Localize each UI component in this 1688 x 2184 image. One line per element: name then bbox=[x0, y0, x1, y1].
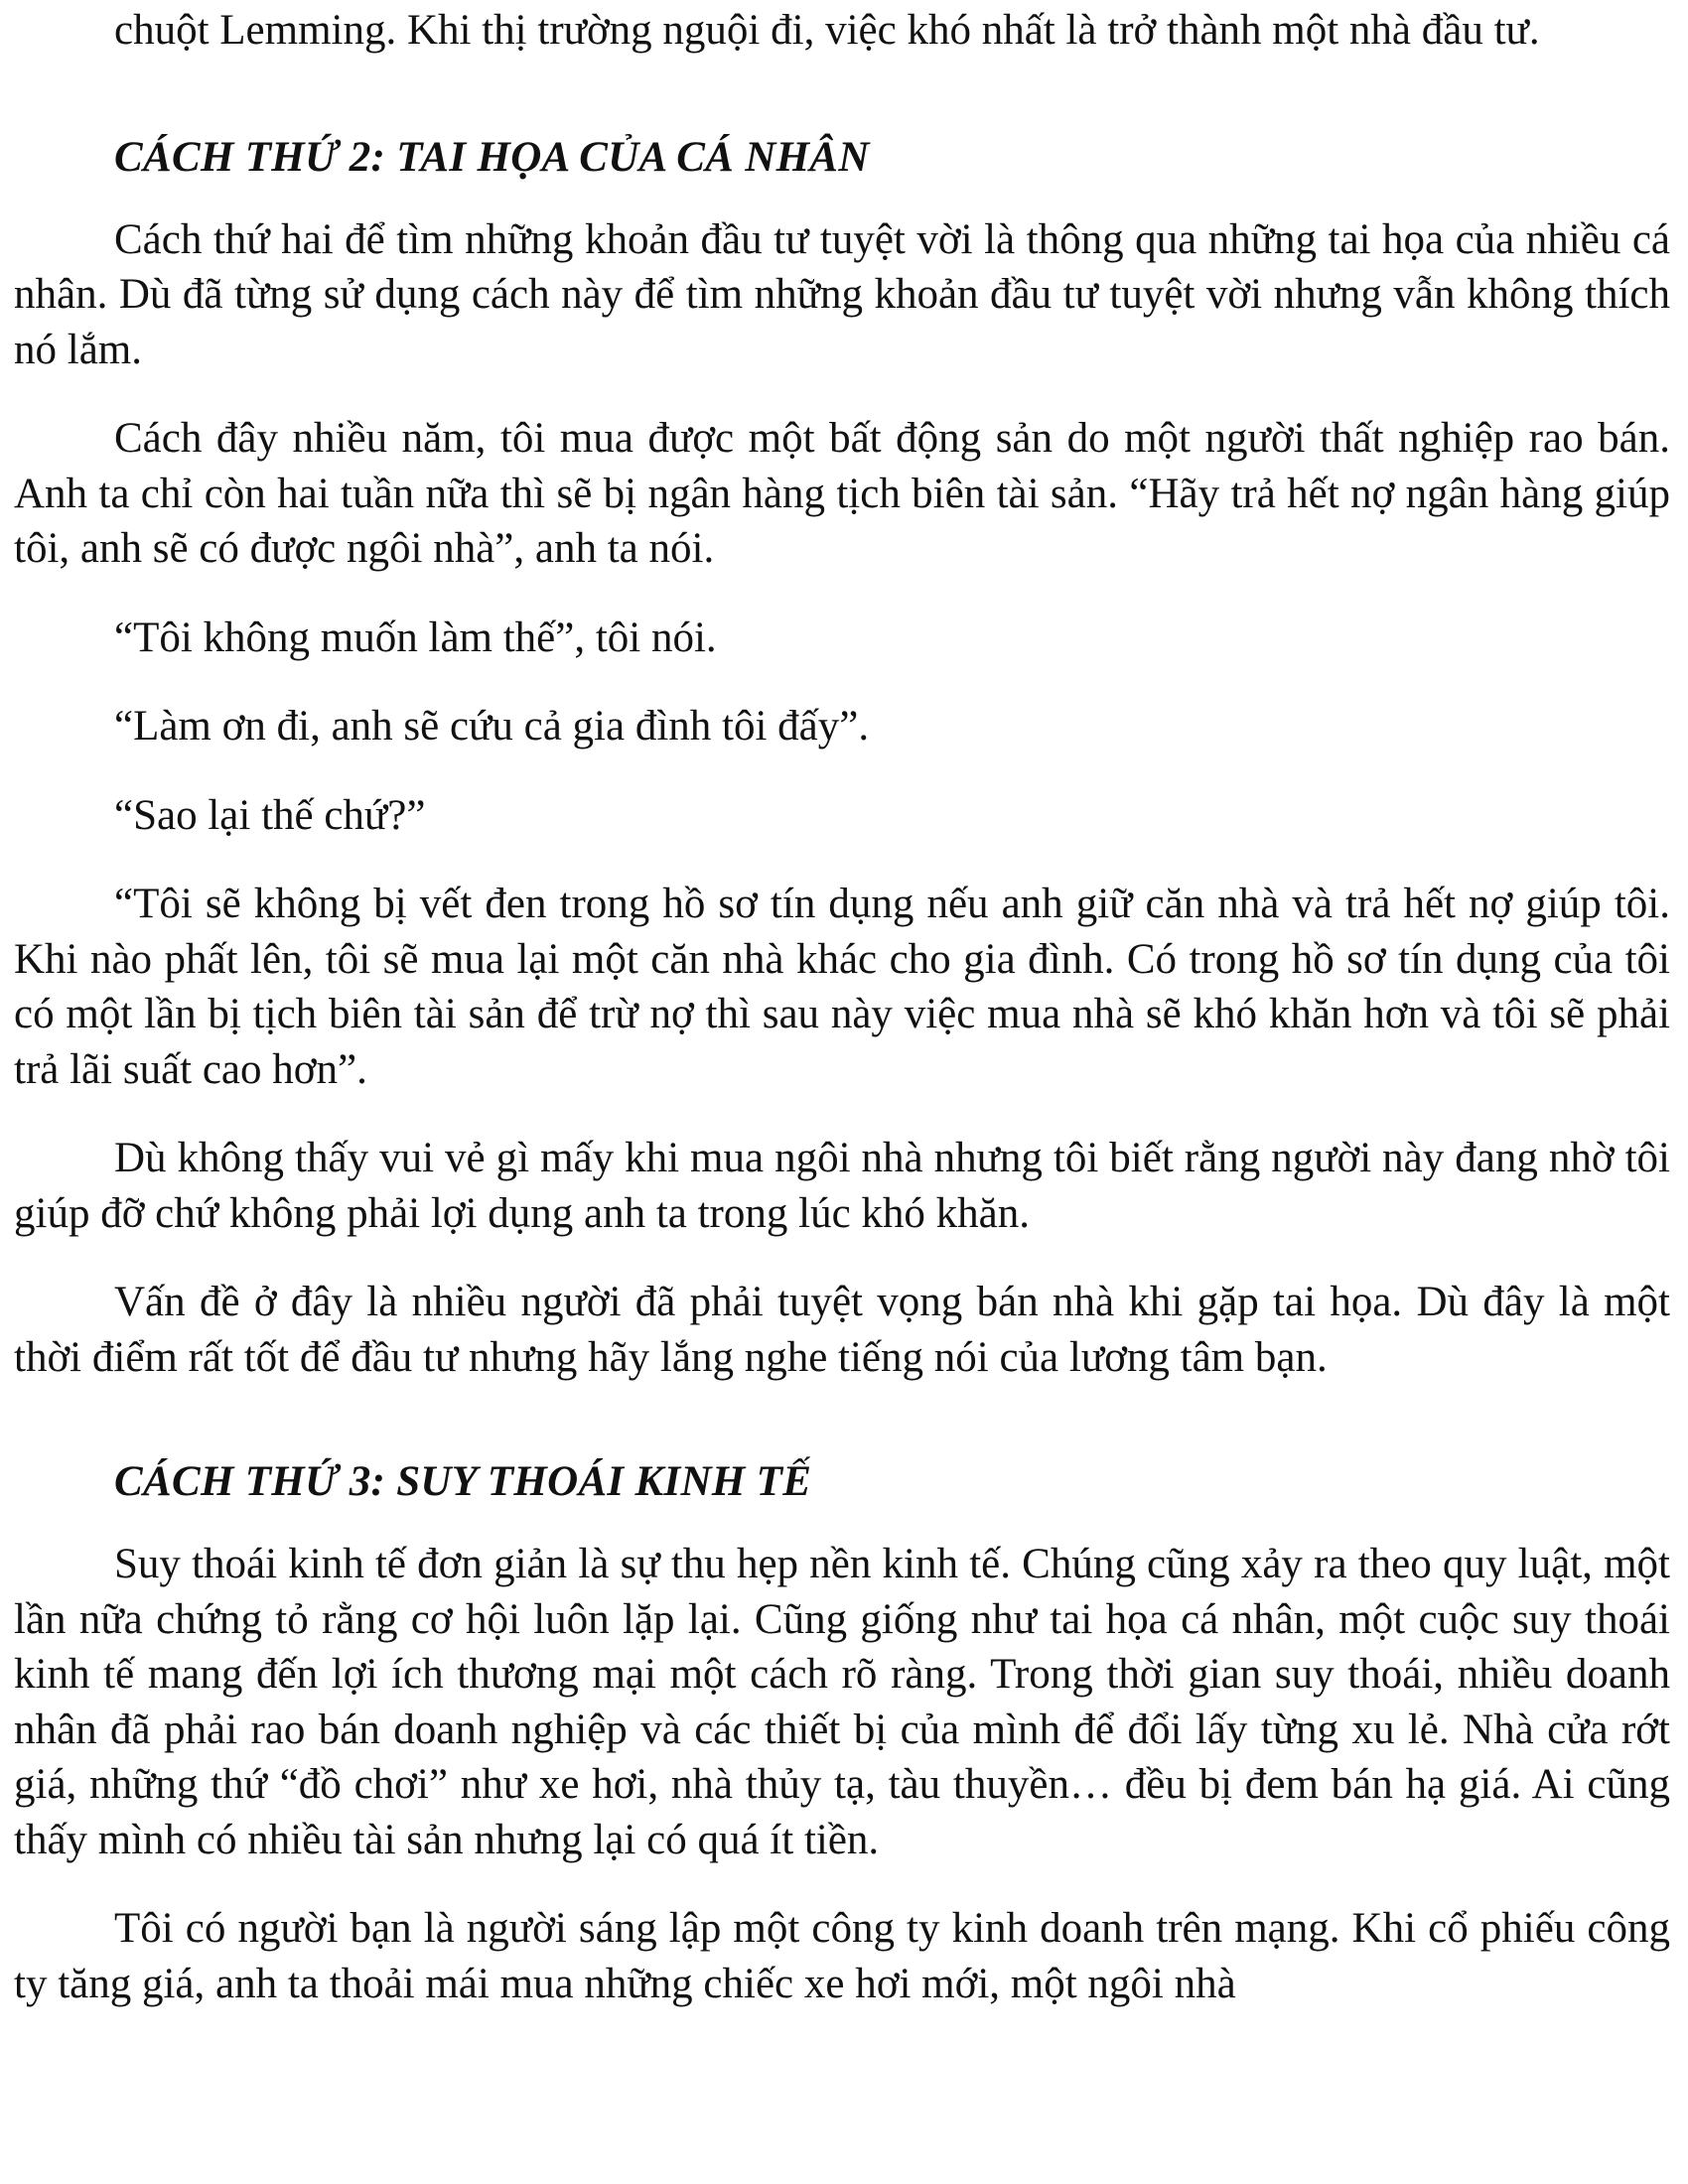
document-page bbox=[14, 0, 1670, 2184]
section-2-paragraph: Dù không thấy vui vẻ gì mấy khi mua ngôi nhà nhưng tôi biết rằng người này đang nhờ tôi giúp đỡ chứ không phải lợi dụng anh ta trong lúc khó khăn. bbox=[14, 1135, 1670, 1237]
section-2-paragraph: Vấn đề ở đây là nhiều người đã phải tuyệt vọng bán nhà khi gặp tai họa. Dù đây là một thời điểm rất tốt để đầu tư nhưng hãy lắng nghe tiếng nói của lương tâm bạn. bbox=[14, 1279, 1670, 1381]
opening-fragment: chuột Lemming. Khi thị trường nguội đi, việc khó nhất là trở thành một nhà đầu tư. bbox=[114, 7, 1540, 54]
section-3-paragraph: Suy thoái kinh tế đơn giản là sự thu hẹp nền kinh tế. Chúng cũng xảy ra theo quy luật, một lần nữa chứng tỏ rằng cơ hội luôn lặp lại. Cũng giống như tai họa cá nhân, một cuộc suy thoái kinh tế mang đến lợi ích thương mại một cách rõ ràng. Trong thời gian suy thoái, nhiều doanh nhân đã phải rao bán doanh nghiệp và các thiết bị của mình để đổi lấy từng xu lẻ. Nhà cửa rớt giá, những thứ “đồ chơi” như xe hơi, nhà thủy tạ, tàu thuyền… đều bị đem bán hạ giá. Ai cũng thấy mình có nhiều tài sản nhưng lại có quá ít tiền. bbox=[14, 1541, 1670, 1863]
section-3-paragraph: Tôi có người bạn là người sáng lập một công ty kinh doanh trên mạng. Khi cổ phiếu công ty tăng giá, anh ta thoải mái mua những chiếc xe hơi mới, một ngôi nhà bbox=[14, 1905, 1670, 2007]
section-3-heading: CÁCH THỨ 3: SUY THOÁI KINH TẾ bbox=[114, 1458, 812, 1505]
section-2-paragraph: “Sao lại thế chứ?” bbox=[114, 791, 426, 839]
section-2-paragraph: “Tôi không muốn làm thế”, tôi nói. bbox=[114, 614, 717, 661]
section-2-paragraph: Cách thứ hai để tìm những khoản đầu tư tuyệt vời là thông qua những tai họa của nhiều cá nhân. Dù đã từng sử dụng cách này để tìm những khoản đầu tư tuyệt vời nhưng vẫn không thích nó lắm. bbox=[14, 215, 1670, 373]
section-2-paragraph: “Tôi sẽ không bị vết đen trong hồ sơ tín dụng nếu anh giữ căn nhà và trả hết nợ giúp tôi. Khi nào phất lên, tôi sẽ mua lại một căn nhà khác cho gia đình. Có trong hồ sơ tín dụng của tôi có một lần bị tịch biên tài sản để trừ nợ thì sau này việc mua nhà sẽ khó khăn hơn và tôi sẽ phải trả lãi suất cao hơn”. bbox=[14, 881, 1670, 1093]
section-2-heading: CÁCH THỨ 2: TAI HỌA CỦA CÁ NHÂN bbox=[114, 133, 870, 181]
section-2-paragraph: “Làm ơn đi, anh sẽ cứu cả gia đình tôi đấy”. bbox=[114, 703, 870, 750]
section-2-paragraph: Cách đây nhiều năm, tôi mua được một bất động sản do một người thất nghiệp rao bán. Anh ta chỉ còn hai tuần nữa thì sẽ bị ngân hàng tịch biên tài sản. “Hãy trả hết nợ ngân hàng giúp tôi, anh sẽ có được ngôi nhà”, anh ta nói. bbox=[14, 415, 1670, 572]
